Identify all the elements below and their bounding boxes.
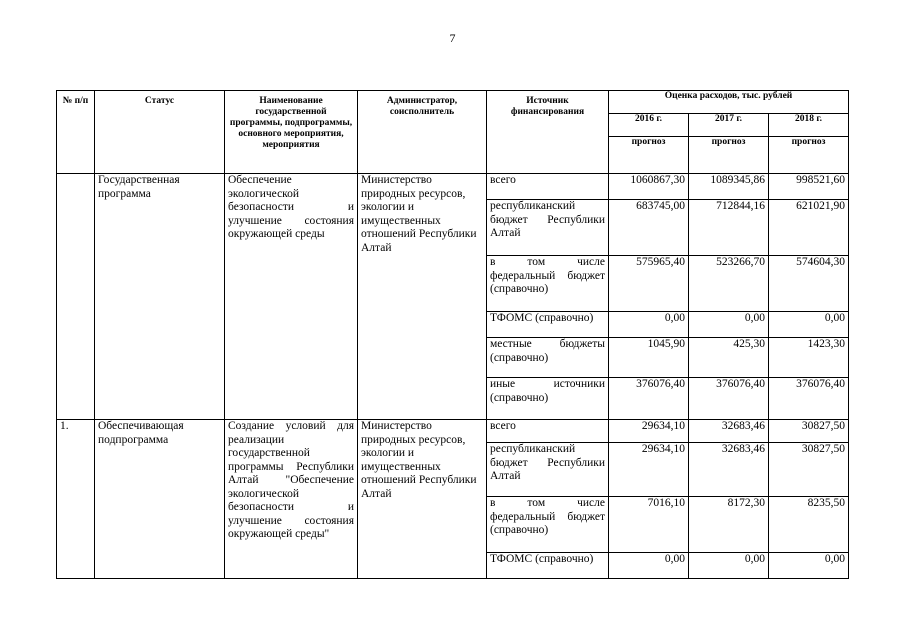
cell-2017: 1089345,86 — [689, 174, 769, 200]
row-source: всего — [487, 420, 609, 443]
header-forecast-2018: прогноз — [769, 137, 849, 174]
header-admin: Администратор, соисполнитель — [358, 91, 487, 174]
cell-2017: 32683,46 — [689, 443, 769, 497]
cell-2016: 1060867,30 — [609, 174, 689, 200]
row-administrator: Министерство природных ресурсов, экологии и имущественных отношений Республики Алтай — [358, 174, 487, 420]
cell-2016: 575965,40 — [609, 256, 689, 312]
cell-2017: 425,30 — [689, 338, 769, 378]
cell-2018: 0,00 — [769, 312, 849, 338]
header-status: Статус — [95, 91, 225, 174]
cell-2018: 1423,30 — [769, 338, 849, 378]
cell-2017: 0,00 — [689, 312, 769, 338]
cell-2016: 0,00 — [609, 312, 689, 338]
cell-2016: 376076,40 — [609, 378, 689, 420]
cell-2018: 574604,30 — [769, 256, 849, 312]
table-row — [57, 174, 849, 200]
header-source: Источник финансирования — [487, 91, 609, 174]
cell-2018: 998521,60 — [769, 174, 849, 200]
cell-2018: 0,00 — [769, 553, 849, 579]
cell-2017: 523266,70 — [689, 256, 769, 312]
cell-2017: 8172,30 — [689, 497, 769, 553]
cell-2018: 621021,90 — [769, 200, 849, 256]
cell-2016: 7016,10 — [609, 497, 689, 553]
header-estimate: Оценка расходов, тыс. рублей — [609, 91, 849, 114]
header-index: № п/п — [57, 91, 95, 174]
cell-2017: 0,00 — [689, 553, 769, 579]
row-source: республиканский бюджет Республики Алтай — [487, 443, 609, 497]
row-program-name: Создание условий для реализации государственной программы Республики Алтай "Обеспечение экологической безопасности и улучшение состояния окружающей среды" — [225, 420, 358, 579]
row-source: местные бюджеты (справочно) — [487, 338, 609, 378]
row-source: республиканский бюджет Республики Алтай — [487, 200, 609, 256]
row-administrator: Министерство природных ресурсов, экологии и имущественных отношений Республики Алтай — [358, 420, 487, 579]
row-index: 1. — [57, 420, 95, 579]
cell-2017: 32683,46 — [689, 420, 769, 443]
header-row — [57, 91, 849, 114]
table-row — [57, 420, 849, 443]
row-source: ТФОМС (справочно) — [487, 312, 609, 338]
cell-2018: 30827,50 — [769, 420, 849, 443]
row-program-name: Обеспечение экологической безопасности и улучшение состояния окружающей среды — [225, 174, 358, 420]
header-year-2016: 2016 г. — [609, 114, 689, 137]
header-forecast-2017: прогноз — [689, 137, 769, 174]
page-number: 7 — [449, 31, 456, 45]
cell-2018: 8235,50 — [769, 497, 849, 553]
cell-2018: 30827,50 — [769, 443, 849, 497]
cell-2016: 29634,10 — [609, 443, 689, 497]
row-source: иные источники (справочно) — [487, 378, 609, 420]
cell-2017: 376076,40 — [689, 378, 769, 420]
cell-2017: 712844,16 — [689, 200, 769, 256]
row-index — [57, 174, 95, 420]
row-source: ТФОМС (справочно) — [487, 553, 609, 579]
cell-2018: 376076,40 — [769, 378, 849, 420]
cell-2016: 0,00 — [609, 553, 689, 579]
header-forecast-2016: прогноз — [609, 137, 689, 174]
row-status: Обеспечивающая подпрограмма — [95, 420, 225, 579]
row-status: Государственная программа — [95, 174, 225, 420]
cell-2016: 29634,10 — [609, 420, 689, 443]
cell-2016: 683745,00 — [609, 200, 689, 256]
row-source: в том числе федеральный бюджет (справочно) — [487, 497, 609, 553]
header-year-2017: 2017 г. — [689, 114, 769, 137]
header-year-2018: 2018 г. — [769, 114, 849, 137]
budget-table — [56, 90, 849, 579]
header-name: Наименование государственной программы, подпрограммы, основного мероприятия, мероприятия — [225, 91, 358, 174]
cell-2016: 1045,90 — [609, 338, 689, 378]
row-source: всего — [487, 174, 609, 200]
row-source: в том числе федеральный бюджет (справочно) — [487, 256, 609, 312]
